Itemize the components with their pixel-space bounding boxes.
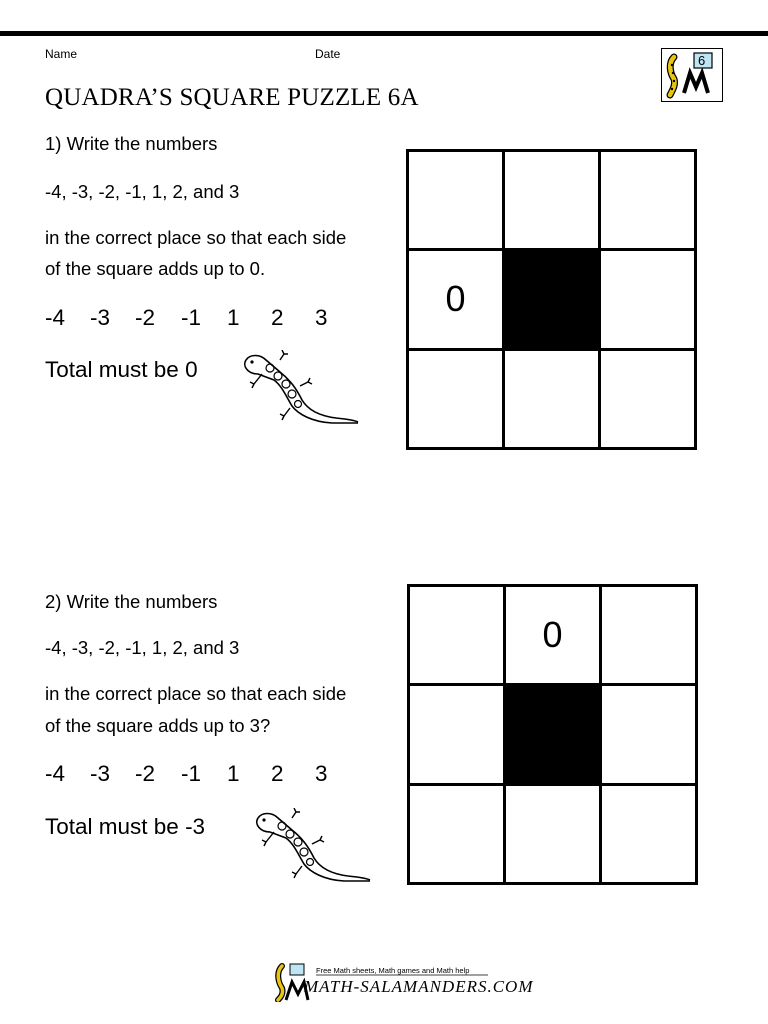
grid-cell[interactable]	[602, 686, 695, 782]
puzzle-1-total: Total must be 0	[45, 357, 198, 382]
footer-brand[interactable]: MATH-SALAMANDERS.COM	[304, 977, 534, 996]
puzzle-1-heading: 1) Write the numbers	[45, 133, 218, 154]
puzzle-1-numbers-text: -4, -3, -2, -1, 1, 2, and 3	[45, 181, 240, 202]
grid-cell[interactable]: 0	[409, 251, 502, 347]
number-chip: -3	[90, 761, 111, 786]
salamander-icon	[252, 808, 374, 886]
top-rule	[0, 31, 768, 36]
number-chip: -1	[181, 761, 202, 786]
number-chip: -3	[90, 305, 111, 330]
grid-cell[interactable]	[410, 786, 503, 882]
puzzle-2-numbers-text: -4, -3, -2, -1, 1, 2, and 3	[45, 637, 240, 658]
number-chip: 1	[227, 761, 240, 786]
puzzle-1-instruction-line2: of the square adds up to 0.	[45, 258, 266, 279]
puzzle-2-instruction-line2: of the square adds up to 3?	[45, 715, 271, 736]
puzzle-2-total: Total must be -3	[45, 814, 206, 839]
number-chip: -2	[135, 761, 156, 786]
grid-cell[interactable]	[409, 152, 502, 248]
puzzle-2-grid	[407, 584, 698, 885]
grid-cell-center-blocked	[505, 251, 598, 347]
grid-cell[interactable]: 0	[506, 587, 599, 683]
salamander-mascot-icon	[662, 49, 721, 100]
date-label: Date	[315, 47, 341, 61]
grid-cell[interactable]	[410, 587, 503, 683]
grid-cell[interactable]	[602, 587, 695, 683]
number-chip: -4	[45, 761, 66, 786]
number-chip: 1	[227, 305, 240, 330]
puzzle-2-heading: 2) Write the numbers	[45, 591, 218, 612]
grid-cell[interactable]	[601, 351, 694, 447]
grid-cell[interactable]	[601, 152, 694, 248]
number-chip: 3	[315, 305, 328, 330]
grid-cell[interactable]	[505, 152, 598, 248]
puzzle-1-instruction-line1: in the correct place so that each side	[45, 227, 347, 248]
grid-cell-center-blocked	[506, 686, 599, 782]
grid-cell[interactable]	[601, 251, 694, 347]
logo-number: 6	[698, 53, 706, 68]
puzzle-2-instruction-line1: in the correct place so that each side	[45, 683, 347, 704]
grid-cell[interactable]	[410, 686, 503, 782]
number-chip: -2	[135, 305, 156, 330]
grid-cell[interactable]	[506, 786, 599, 882]
number-chip: -4	[45, 305, 66, 330]
footer-tagline: Free Math sheets, Math games and Math help	[316, 966, 470, 975]
puzzle-1-grid	[406, 149, 697, 450]
number-chip: 3	[315, 761, 328, 786]
grid-cell[interactable]	[602, 786, 695, 882]
page-title: QUADRA’S SQUARE PUZZLE 6A	[45, 84, 419, 111]
number-chip: 2	[271, 761, 284, 786]
logo-badge	[661, 48, 723, 102]
number-chip: -1	[181, 305, 202, 330]
name-label: Name	[45, 47, 78, 61]
number-chip: 2	[271, 305, 284, 330]
grid-cell[interactable]	[409, 351, 502, 447]
grid-cell[interactable]	[505, 351, 598, 447]
salamander-icon	[240, 350, 362, 428]
